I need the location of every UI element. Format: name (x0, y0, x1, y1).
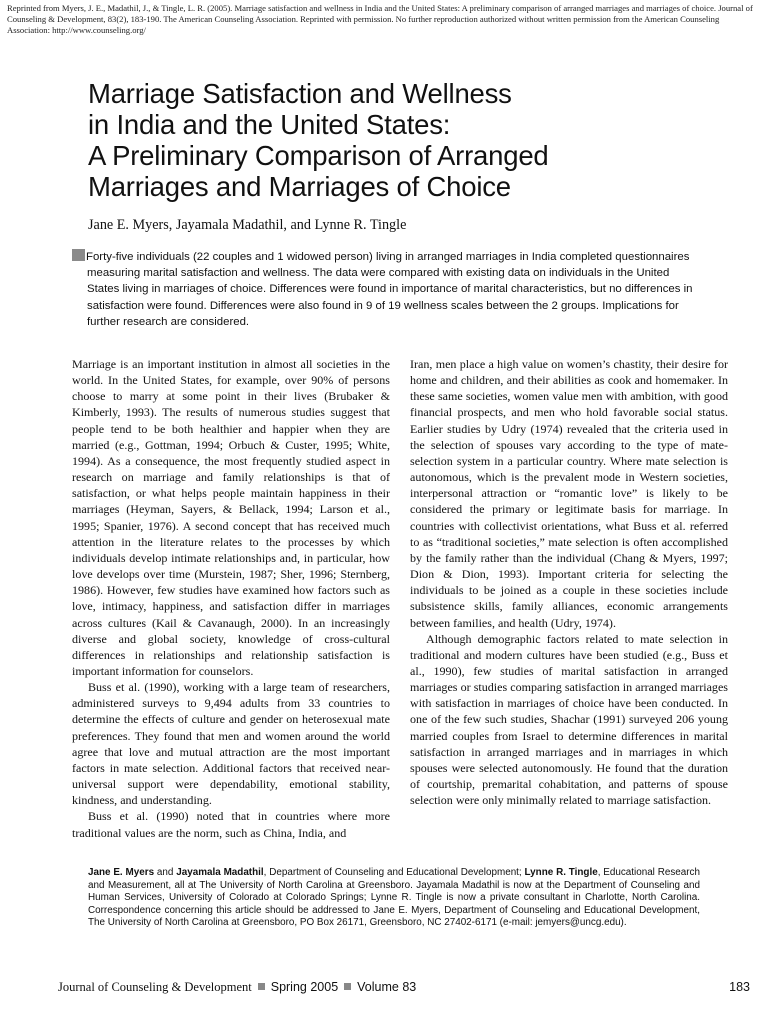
article-title (88, 78, 648, 202)
title-line: Marriage Satisfaction and Wellness (88, 78, 512, 109)
author-footnote (88, 867, 700, 930)
footnote-text: , Educational Research and Measurement, all at The University of North Carolina at Greensboro. Jayamala Madathil is now at the Department of Counseling and Human Services, University of Colorado at Colorado Springs; Lynne R. Tingle is now a private consultant in Charlotte, North Carolina. Correspondence concerning this article should be addressed to Jane E. Myers, Department of Counseling and Educational Development, The University of North Carolina at Greensboro, PO Box 26171, Greensboro, NC 27402-6171 (e-mail: jemyers@uncg.edu). (88, 867, 700, 929)
paragraph: Marriage is an important institution in almost all societies in the world. In the United States, for example, over 90% of persons choose to marry at some point in their lives (Brubaker & Kimberly, 1993). The results of numerous studies suggest that people tend to be both healthier and happier when they are married (e.g., Gottman, 1994; Orbuch & Custer, 1995; White, 1994). As a consequence, the most frequently studied aspect in research on marriage and family relationships is that of satisfaction, or what helps people maintain happiness in their marriages (Heyman, Sayers, & Bellack, 1994; Larson et al., 1995; Spanier, 1976). A second concept that has received much attention in the literature relates to the processes by which individuals develop intimate relationships and, in particular, how love develops over time (Murstein, 1987; Sher, 1996; Sternberg, 1986). However, few studies have examined how factors such as love, intimacy, happiness, and satisfaction differ in marriages across cultures (Kail & Cavanaugh, 2000). In an increasingly diverse and global society, knowledge of cross-cultural differences in relationships and relationship satisfaction is important information for counselors. (72, 357, 390, 678)
abstract-marker-icon (72, 249, 85, 261)
abstract-body (72, 249, 700, 330)
article-authors: Jane E. Myers, Jayamala Madathil, and Lynne R. Tingle (88, 217, 407, 233)
title-line: in India and the United States: (88, 109, 451, 140)
footnote-author-name: Lynne R. Tingle (524, 867, 598, 878)
page-footer (58, 980, 750, 998)
body-column-right (410, 356, 728, 808)
footnote-text: and (154, 867, 177, 878)
page-number: 183 (729, 980, 750, 994)
abstract-text: Forty-five individuals (22 couples and 1 widowed person) living in arranged marriages in India completed questionnaires measuring marital satisfaction and wellness. The data were compared with existing data on individuals in the United States living in marriages of choice. Differences were found in importance of marital characteristics, but no differences in satisfaction were found. Differences were also found in 9 of 19 wellness scales between the 2 groups. Implications for further research are considered. (86, 251, 693, 328)
body-column-left (72, 356, 390, 841)
footer-volume: Volume 83 (357, 980, 417, 994)
footnote-author-name: Jane E. Myers (88, 867, 155, 878)
footnote-author-name: Jayamala Madathil (176, 867, 264, 878)
paragraph: Iran, men place a high value on women’s chastity, their desire for home and children, and their abilities as cook and homemaker. In these same societies, women value men with ambition, with good financial prospects, and men who hold favorable social status. Earlier studies by Udry (1974) revealed that the criteria used in the selection of spouses vary according to the type of mate-selection system in a particular country. Where mate selection is autonomous, which is the prevalent mode in Western societies, interpersonal attraction or “romantic love” is likely to be considered the primary or legitimate basis for marriage. In countries with collectivist orientations, what Buss et al. referred to as “traditional societies,” mate selection is often accomplished by the family rather than the individual (Chang & Myers, 1997; Dion & Dion, 1993). Important criteria for selecting the individuals to be joined as a couple in these societies include subsistence skills, family alliances, economic arrangements between families, and health (Udry, 1974). (410, 357, 728, 630)
paragraph: Although demographic factors related to mate selection in traditional and modern cultures have been studied (e.g., Buss et al., 1990), few studies of marital satisfaction in arranged marriages or studies comparing satisfaction in arranged marriages with satisfaction in marriages of choice have been conducted. In one of the few such studies, Shachar (1991) surveyed 206 young married couples from Israel to determine differences in marital satisfaction in arranged marriages and in marriages in which spouses were selected autonomously. He found that the duration of courtship, premarital cohabitation, and patterns of spouse selection were only minimally related to marriage satisfaction. (410, 631, 728, 808)
abstract (72, 249, 700, 330)
title-line: A Preliminary Comparison of Arranged (88, 140, 549, 171)
footer-journal-name: Journal of Counseling & Development (58, 980, 252, 994)
footer-issue: Spring 2005 (270, 980, 339, 994)
separator-square-icon (344, 983, 351, 990)
paragraph: Buss et al. (1990), working with a large team of researchers, administered surveys to 9,494 adults from 33 countries to determine the effects of culture and gender on heterosexual mate preferences. They found that men and women around the world agree that love and mutual attraction are the most important factors in mate selection. Additional factors that received near-universal support were dependability, emotional stability, kindness, and understanding. (72, 680, 390, 808)
reprint-notice: Reprinted from Myers, J. E., Madathil, J., & Tingle, L. R. (2005). Marriage satisfaction and wellness in India and the United States: A preliminary comparison of arranged marriages and marriages of choice. Journal of Counseling & Development, 83(2), 183-190. The American Counseling Association. Reprinted with permission. No further reproduction authorized without written permission from the American Counseling Association: http://www.counseling.org/ (7, 3, 753, 35)
separator-square-icon (258, 983, 265, 990)
paragraph: Buss et al. (1990) noted that in countries where more traditional values are the norm, such as China, India, and (72, 809, 390, 840)
footer-journal-info (58, 980, 416, 995)
footnote-text: , Department of Counseling and Educational Development; (263, 867, 525, 878)
title-line: Marriages and Marriages of Choice (88, 171, 511, 202)
